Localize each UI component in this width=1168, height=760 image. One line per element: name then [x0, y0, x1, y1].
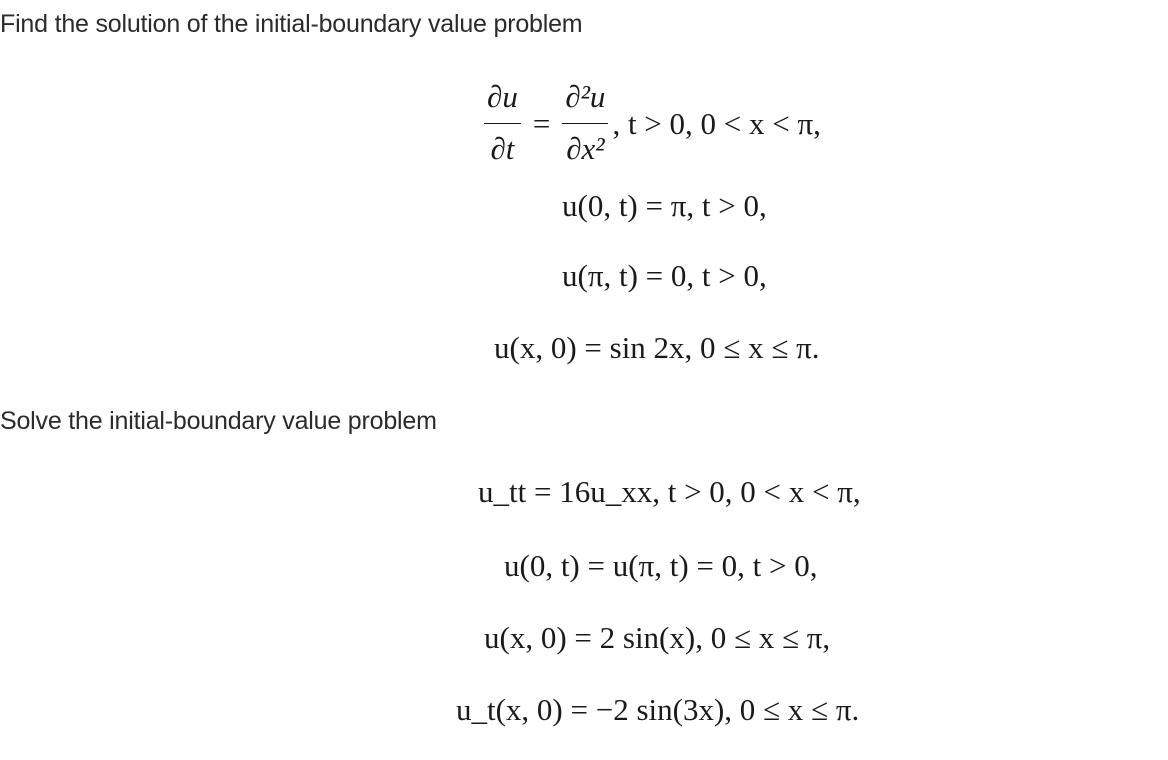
rhs-numerator: ∂²u [565, 79, 606, 114]
problem2-pde: u_tt = 16u_xx, t > 0, 0 < x < π, [478, 474, 861, 509]
problem2-boundary-conditions: u(0, t) = u(π, t) = 0, t > 0, [504, 548, 818, 583]
lhs-numerator: ∂u [487, 79, 518, 114]
problem1-prompt: Find the solution of the initial-boundary value problem [0, 10, 583, 38]
lhs-denominator: ∂t [490, 131, 515, 167]
problem1-pde [480, 78, 821, 169]
pde-conditions: , t > 0, 0 < x < π, [612, 105, 821, 141]
equals-sign: = [532, 105, 551, 141]
problem1-bc-right: u(π, t) = 0, t > 0, [562, 258, 767, 293]
problem1-initial-condition: u(x, 0) = sin 2x, 0 ≤ x ≤ π. [494, 330, 820, 365]
problem2-initial-displacement: u(x, 0) = 2 sin(x), 0 ≤ x ≤ π, [484, 620, 831, 655]
problem2-initial-velocity: u_t(x, 0) = −2 sin(3x), 0 ≤ x ≤ π. [456, 692, 860, 727]
rhs-fraction [562, 78, 608, 169]
problem2-prompt: Solve the initial-boundary value problem [0, 407, 437, 435]
rhs-denominator: ∂x² [566, 131, 605, 167]
lhs-fraction [484, 78, 521, 169]
problem1-bc-left: u(0, t) = π, t > 0, [562, 188, 767, 223]
